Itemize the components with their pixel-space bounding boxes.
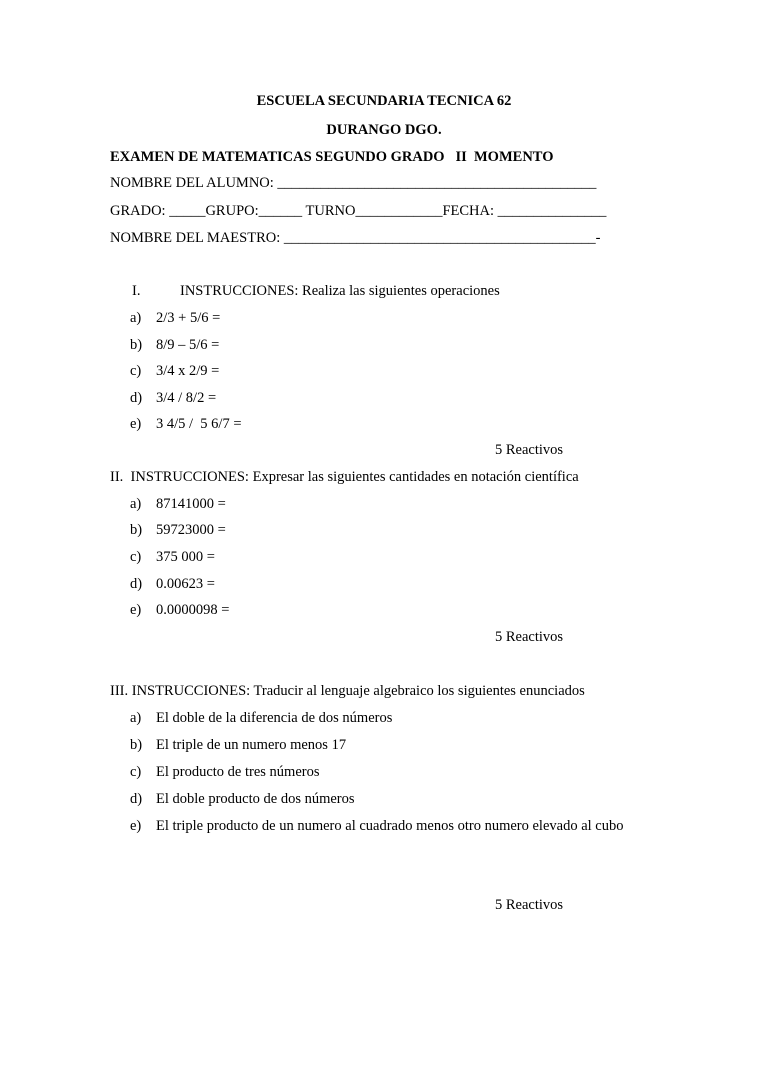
list-item: d) El doble producto de dos números — [130, 791, 355, 807]
teacher-name-field: NOMBRE DEL MAESTRO: ___________________________________________- — [110, 230, 601, 246]
list-item: b) El triple de un numero menos 17 — [130, 737, 347, 753]
list-item: a) El doble de la diferencia de dos números — [130, 710, 393, 726]
list-item: c) El producto de tres números — [130, 764, 320, 780]
city-name: DURANGO DGO. — [326, 122, 442, 138]
section-2-reactivos: 5 Reactivos — [495, 629, 564, 645]
list-item: c) 3/4 x 2/9 = — [130, 363, 220, 379]
list-item: c) 375 000 = — [130, 549, 215, 565]
student-name-field: NOMBRE DEL ALUMNO: ____________________________________________ — [110, 175, 597, 191]
list-item: d) 3/4 / 8/2 = — [130, 390, 217, 406]
grade-group-field: GRADO: _____GRUPO:______ TURNO____________FECHA: _______________ — [110, 203, 607, 219]
list-item: e) 3 4/5 / 5 6/7 = — [130, 416, 242, 432]
list-item: a) 87141000 = — [130, 496, 226, 512]
section-1-instruction: INSTRUCCIONES: Realiza las siguientes operaciones — [180, 283, 500, 299]
school-name: ESCUELA SECUNDARIA TECNICA 62 — [256, 93, 512, 109]
list-item: b) 8/9 – 5/6 = — [130, 337, 220, 353]
section-1-reactivos: 5 Reactivos — [495, 442, 564, 458]
section-1-numeral: I. — [132, 283, 141, 299]
list-item: b) 59723000 = — [130, 522, 226, 538]
section-2-instruction: II. INSTRUCCIONES: Expresar las siguientes cantidades en notación científica — [110, 469, 579, 485]
list-item: e) 0.0000098 = — [130, 602, 230, 618]
section-3-reactivos: 5 Reactivos — [495, 897, 564, 913]
list-item: d) 0.00623 = — [130, 576, 215, 592]
section-3-instruction: III. INSTRUCCIONES: Traducir al lenguaje algebraico los siguientes enunciados — [110, 683, 585, 699]
list-item: a) 2/3 + 5/6 = — [130, 310, 221, 326]
list-item: e) El triple producto de un numero al cuadrado menos otro numero elevado al cubo — [130, 818, 624, 834]
exam-title: EXAMEN DE MATEMATICAS SEGUNDO GRADO II MOMENTO — [110, 149, 554, 165]
